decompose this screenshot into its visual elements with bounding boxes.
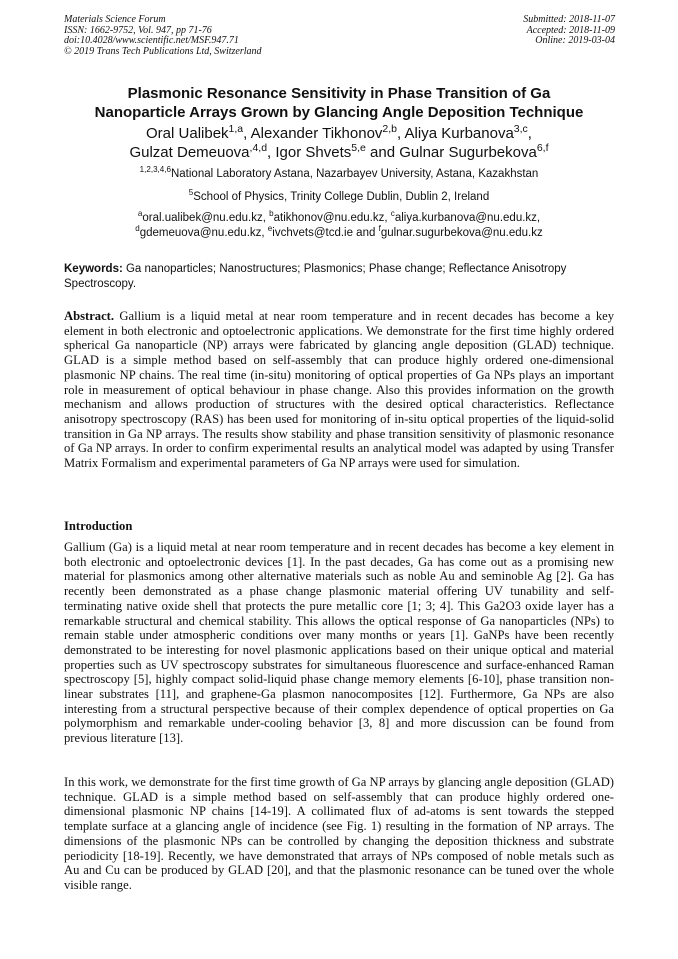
email-list	[40, 211, 638, 241]
email-sup: c	[390, 209, 395, 219]
affiliation-sup: 5	[188, 188, 194, 198]
email-sup: e	[267, 224, 273, 234]
email-link: aliya.kurbanova@nu.edu.kz,	[394, 212, 541, 224]
email-line-2	[40, 226, 638, 241]
author-name: Aliya Kurbanova	[404, 125, 514, 142]
intro-paragraph-2: In this work, we demonstrate for the first time growth of Ga NP arrays by glancing angle deposition (GLAD) technique. GLAD is a simple method based on self-assembly that can produce highly ordered one-dimensional plasmonic NP chains [14-19]. A collimated flux of ad-atoms is sent towards the stepped template surface at a glancing angle of incidence (see Fig. 1) resulting in the formation of NP arrays. The dimensions of the plasmonic NPs can be controlled by changing the deposition thickness and substrate periodicity [18-19]. Recently, we have demonstrated that arrays of NPs composed of noble metals such as Au and Cu can be produced by GLAD [20], and that the plasmonic resonance can be tuned over the whole visible range.	[64, 775, 614, 892]
email-sup: f	[378, 224, 381, 234]
journal-issn: ISSN: 1662-9752, Vol. 947, pp 71-76	[64, 24, 212, 36]
date-submitted: Submitted: 2018-11-07	[523, 14, 615, 25]
date-online: Online: 2019-03-04	[535, 35, 615, 46]
author-name: Oral Ualibek	[146, 125, 229, 142]
abstract-text: Gallium is a liquid metal at near room temperature and in recent decades has become a key element in both electronic and optoelectronic applications. We demonstrate for the first time highly ordered spherical Ga nanoparticle (NP) arrays were fabricated by glancing angle deposition (GLAD) technique. GLAD is a simple method based on self-assembly that can produce highly ordered one-dimensional plasmonic NP chains. The real time (in-situ) monitoring of optical properties of Ga NPs plays an important role in measurement of optical behaviour in phase change. Also this provides information on the growth mechanism and allows production of structures with the desired optical characteristics. Reflectance anisotropy spectroscopy (RAS) has been used for monitoring of in-situ optical properties of the liquid-solid transition in Ga NP arrays. The results show stability and phase transition sensitivity of plasmonic resonance of Ga NP arrays. In order to confirm experimental results an analytical model was adapted by using Transfer Matrix Formalism and experimental parameters of Ga NP arrays were used for simulation.	[64, 309, 614, 471]
email-link: atikhonov@nu.edu.kz,	[273, 212, 391, 224]
author-sup: 6,f	[536, 142, 549, 154]
affiliation-text: School of Physics, Trinity College Dublin, Dublin 2, Ireland	[193, 191, 490, 203]
keywords	[64, 262, 616, 291]
author-sup: ,4,d	[249, 142, 268, 154]
journal-info	[64, 15, 262, 57]
keywords-text: Ga nanoparticles; Nanostructures; Plasmonics; Phase change; Reflectance Anisotropy Spectroscopy.	[64, 263, 567, 290]
email-sup: a	[137, 209, 143, 219]
keywords-label: Keywords:	[64, 263, 123, 275]
journal-name: Materials Science Forum	[64, 14, 166, 25]
author-sup: 1,a	[228, 123, 244, 135]
author-name: Igor Shvets	[275, 144, 352, 161]
email-sup: d	[135, 224, 140, 234]
author-name: Gulnar Sugurbekova	[399, 144, 537, 161]
author-line-1	[40, 124, 638, 143]
affiliation-sup: 1,2,3,4,6	[139, 165, 171, 175]
email-line-1	[40, 211, 638, 226]
author-sup: 5,e	[351, 142, 366, 154]
publication-dates	[523, 15, 615, 47]
author-sep: ,	[527, 125, 532, 142]
email-link: ivchvets@tcd.ie and	[272, 227, 379, 239]
intro-paragraph-1: Gallium (Ga) is a liquid metal at near room temperature and in recent decades has become a key element in both electronic and optoelectronic devices [1]. In the past decades, Ga has come out as a promising new material for plasmonics among other alternative materials such as noble Au and seminoble Ag [2]. Ga has recently been demonstrated as a phase change plasmonic material offering UV tunability and self-terminating native oxide shell that protects the pure metallic core [1; 3; 4]. This Ga2O3 oxide layer has a remarkable structural and chemical stability. This allows the optical response of Ga nanoparticles (NPs) to remain stable under atmospheric conditions over many months or years [1]. GaNPs have been recently demonstrated to be interesting for novel plasmonic applications based on their unique optical and material properties such as UV spectroscopy substrates for simultaneous fluorescence and surface-enhanced Raman spectroscopy [5], highly compact solid-liquid phase change memory elements [6-10], phase transition non-linear substrates [11], and graphene-Ga plasmon nanocomposites [12]. Furthermore, Ga NPs are also interesting from a structural perspective because of their complex dependence of optical properties on Ga polymorphism and remarkable under-cooling behavior [3, 8] and more discussion can be found from previous literature [13].	[64, 540, 614, 746]
journal-copyright: © 2019 Trans Tech Publications Ltd, Switzerland	[64, 45, 262, 57]
email-link: gulnar.sugurbekova@nu.edu.kz	[380, 227, 543, 239]
author-name: Gulzat Demeuova	[129, 144, 250, 161]
author-sep: ,	[243, 125, 251, 142]
author-sep: ,	[397, 125, 405, 142]
affiliation-2	[40, 190, 638, 205]
title-line-2: Nanoparticle Arrays Grown by Glancing Angle Deposition Technique	[94, 104, 584, 121]
section-heading-introduction: Introduction	[64, 519, 133, 533]
author-line-2	[40, 143, 638, 162]
title-line-1: Plasmonic Resonance Sensitivity in Phase Transition of Ga	[127, 85, 551, 102]
email-link: oral.ualibek@nu.edu.kz,	[142, 212, 270, 224]
abstract	[64, 309, 614, 471]
affiliation-1	[40, 167, 638, 182]
email-link: gdemeuova@nu.edu.kz,	[139, 227, 268, 239]
author-sup: 3,c	[513, 123, 528, 135]
affiliation-text: National Laboratory Astana, Nazarbayev University, Astana, Kazakhstan	[170, 168, 539, 180]
author-sup: 2,b	[382, 123, 398, 135]
email-sup: b	[269, 209, 274, 219]
author-name: Alexander Tikhonov	[250, 125, 383, 142]
author-sep: ,	[267, 144, 276, 161]
author-list	[40, 124, 638, 162]
abstract-label: Abstract.	[64, 309, 115, 323]
date-accepted: Accepted: 2018-11-09	[526, 24, 615, 36]
author-sep: and	[365, 144, 400, 161]
paper-title	[40, 84, 638, 122]
journal-doi: doi:10.4028/www.scientific.net/MSF.947.71	[64, 35, 239, 46]
